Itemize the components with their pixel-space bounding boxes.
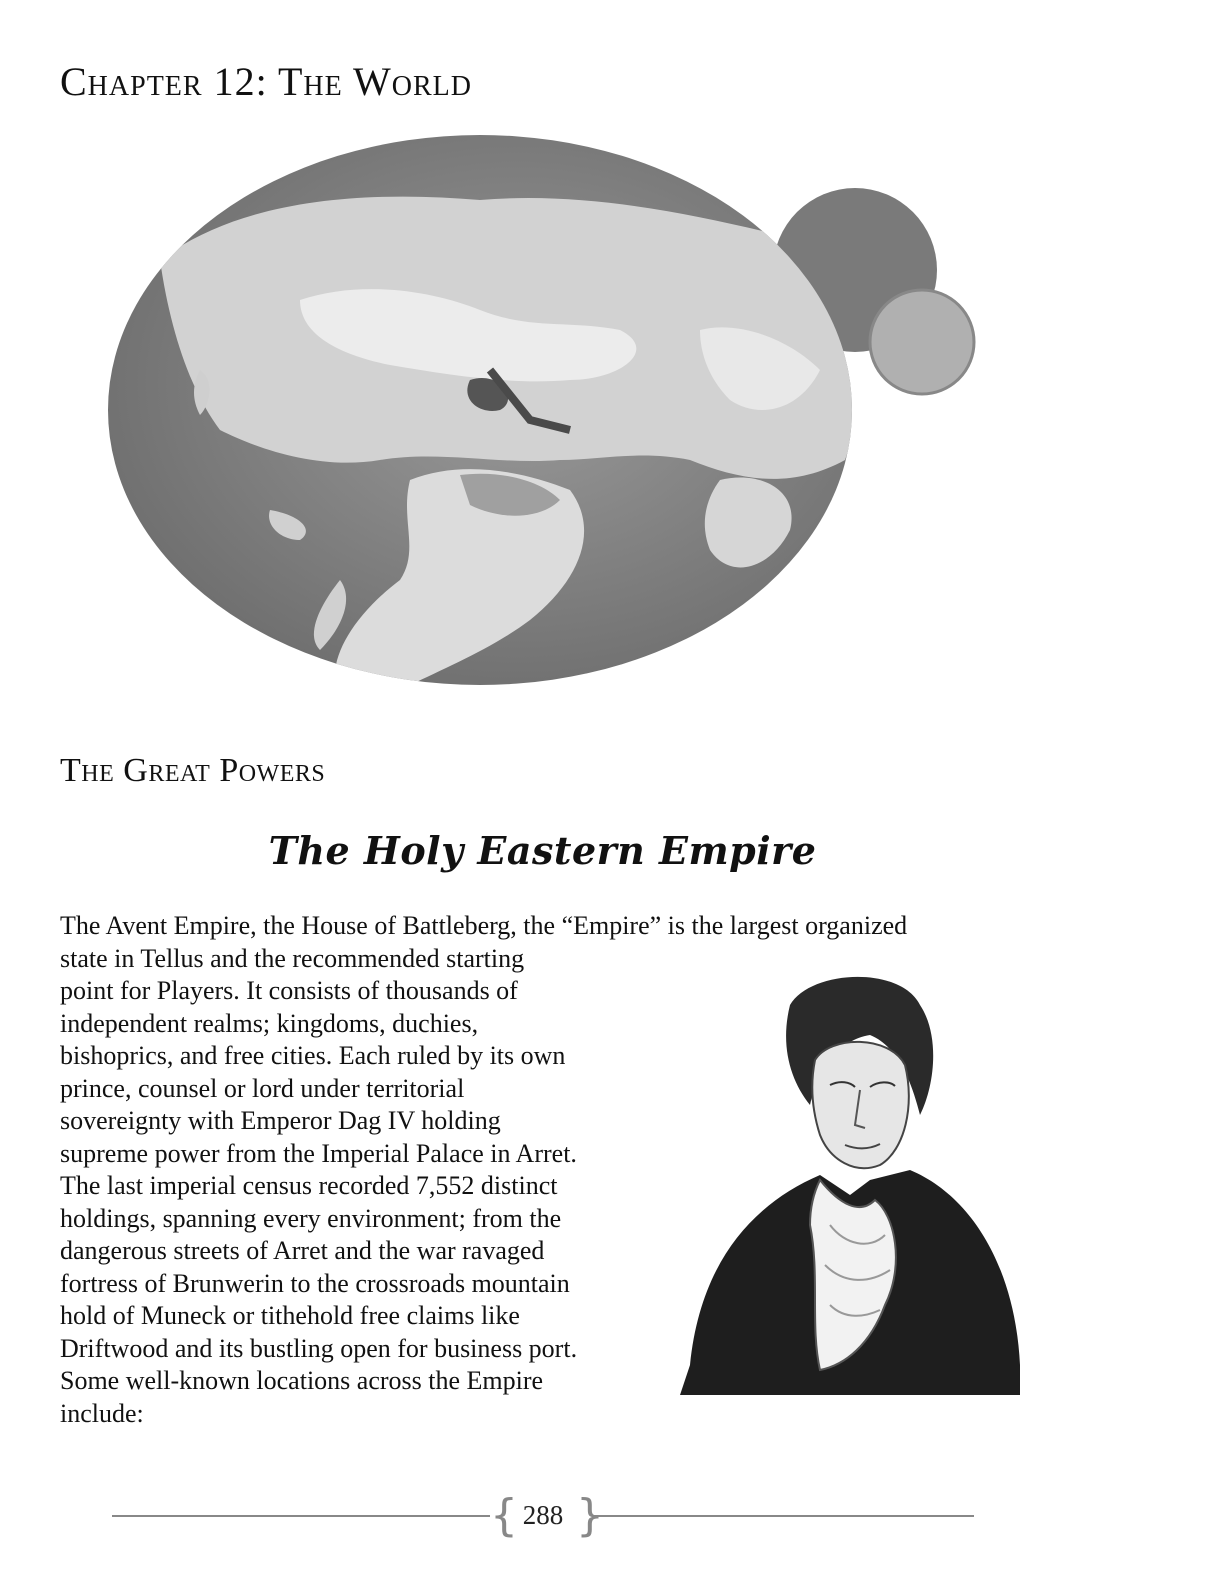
paragraph-line: bishoprics, and free cities. Each ruled by its own (60, 1041, 566, 1070)
paragraph-line: fortress of Brunwerin to the crossroads mountain (60, 1268, 570, 1298)
paragraph-line: Driftwood and its bustling open for business port. (60, 1333, 578, 1363)
moon-small (870, 290, 974, 394)
page-number: 288 (522, 1500, 564, 1530)
paragraph-line: prince, counsel or lord under territorial (60, 1073, 465, 1103)
footer-rule-left (112, 1515, 490, 1517)
right-bracket-icon: } (576, 1490, 604, 1541)
paragraph-line: point for Players. It consists of thousands of (60, 976, 518, 1005)
paragraph-line: dangerous streets of Arret and the war ravaged (60, 1236, 545, 1265)
chapter-title: Chapter 12: The World (60, 59, 472, 104)
section-heading: The Great Powers (60, 752, 326, 789)
paragraph-line: state in Tellus and the recommended starting (60, 943, 525, 973)
world-map-image (100, 130, 990, 700)
paragraph-line: hold of Muneck or tithehold free claims like (60, 1301, 520, 1330)
left-bracket-icon: { (490, 1490, 518, 1541)
paragraph-line: sovereignty with Emperor Dag IV holding (60, 1106, 501, 1135)
paragraph-line: Some well-known locations across the Empire (60, 1366, 544, 1395)
portrait-image (670, 965, 1030, 1395)
paragraph-line: The Avent Empire, the House of Battleberg, the “Empire” is the largest organized (60, 911, 908, 940)
paragraph-line: The last imperial census recorded 7,552 distinct (60, 1171, 558, 1200)
footer-rule-right (594, 1515, 974, 1517)
paragraph-line: supreme power from the Imperial Palace in Arret. (60, 1138, 577, 1168)
empire-title: The Holy Eastern Empire (268, 828, 817, 873)
paragraph-line: independent realms; kingdoms, duchies, (60, 1008, 479, 1038)
paragraph-line: holdings, spanning every environment; from the (60, 1203, 562, 1233)
paragraph-line: include: (60, 1398, 144, 1428)
